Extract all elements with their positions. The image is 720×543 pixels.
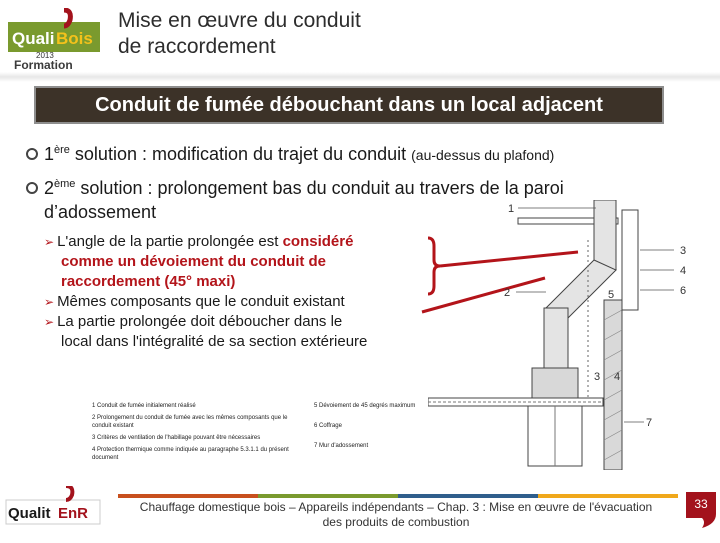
chimney-diagram <box>428 200 718 470</box>
legend-item: 4 Protection thermique comme indiquée au paragraphe 5.3.1.1 du présent document <box>92 447 289 461</box>
callout-3b: 3 <box>594 371 601 383</box>
legend-item: 7 Mur d'adossement <box>314 443 369 449</box>
bullet-solution-1 <box>26 138 706 167</box>
footer-color-bar <box>118 494 678 498</box>
sub-bullet-text: local dans l'intégralité de sa section extérieure <box>61 333 368 350</box>
footer-caption <box>118 500 674 530</box>
logo-brand-b: Bois <box>56 29 93 48</box>
legend-item: 5 Dévoiement de 45 degrés maximum <box>314 403 416 409</box>
page-number-badge <box>684 490 718 530</box>
section-banner <box>34 86 664 124</box>
bullet-note: (au-dessus du plafond) <box>411 147 555 163</box>
bullet-number: 1 <box>44 144 55 164</box>
footer-caption-line2: des produits de combustion <box>322 515 470 529</box>
arrow-bullet-icon: ➢ <box>44 295 55 309</box>
bullet-ring-icon <box>26 148 38 160</box>
bullet-suffix: ème <box>54 178 76 190</box>
callout-4: 4 <box>680 265 687 277</box>
sub-bullet-text: L'angle de la partie prolongée est <box>57 233 283 250</box>
bullet-ring-icon <box>26 182 38 194</box>
sub-bullet-outlet <box>44 312 424 352</box>
sub-bullet-components <box>44 292 424 312</box>
logo-tagline: Formation <box>14 58 73 70</box>
legend-item: 6 Coffrage <box>314 423 342 429</box>
bullet-text-continued: d’adossement <box>44 202 157 222</box>
sub-bullet-emphasis: comme un dévoiement du conduit de <box>61 253 327 270</box>
sub-bullet-angle <box>44 232 424 292</box>
page-number: 33 <box>694 497 708 511</box>
qualibois-logo <box>6 8 102 70</box>
legend-item: 3 Critères de ventilation de l'habillage pouvant être nécessaires <box>92 435 261 441</box>
bullet-number: 2 <box>44 178 55 198</box>
sub-bullet-text: La partie prolongée doit déboucher dans le <box>57 313 343 330</box>
header-divider <box>0 72 720 82</box>
logo-year: 2013 <box>36 51 54 60</box>
diagram-legend <box>92 400 462 492</box>
arrow-bullet-icon: ➢ <box>44 235 55 249</box>
page-title-line1: Mise en œuvre du conduit <box>118 9 361 32</box>
bullet-text: solution : prolongement bas du conduit au travers de la paroi <box>75 178 564 198</box>
bullet-text: solution : modification du trajet du conduit <box>69 144 412 164</box>
sub-bullet-emphasis: considéré <box>282 233 354 250</box>
page-title <box>118 8 448 60</box>
callout-4b: 4 <box>614 371 621 383</box>
sub-bullet-emphasis: raccordement (45° maxi) <box>61 273 236 290</box>
page-title-line2: de raccordement <box>118 35 276 58</box>
sub-bullet-list <box>44 232 424 352</box>
callout-5: 5 <box>608 289 615 301</box>
callout-3: 3 <box>680 245 687 257</box>
callout-1: 1 <box>508 203 515 215</box>
arrow-bullet-icon: ➢ <box>44 315 55 329</box>
legend-item: 1 Conduit de fumée initialement réalisé <box>92 403 196 409</box>
logo-brand-a: Qualit <box>8 505 51 522</box>
section-banner-title: Conduit de fumée débouchant dans un local adjacent <box>95 93 603 116</box>
legend-item: 2 Prolongement du conduit de fumée avec les mêmes composants que le conduit existant <box>92 415 288 429</box>
callout-7: 7 <box>646 417 653 429</box>
bullet-suffix: ère <box>54 144 70 156</box>
callout-6: 6 <box>680 285 687 297</box>
logo-brand-a: Quali <box>12 29 55 48</box>
callout-2: 2 <box>504 287 511 299</box>
logo-brand-b: EnR <box>58 505 88 522</box>
qualitenr-logo <box>4 486 104 538</box>
sub-bullet-text: Mêmes composants que le conduit existant <box>57 293 345 310</box>
footer-caption-line1: Chauffage domestique bois – Appareils indépendants – Chap. 3 : Mise en œuvre de l'évacuation <box>139 500 653 514</box>
